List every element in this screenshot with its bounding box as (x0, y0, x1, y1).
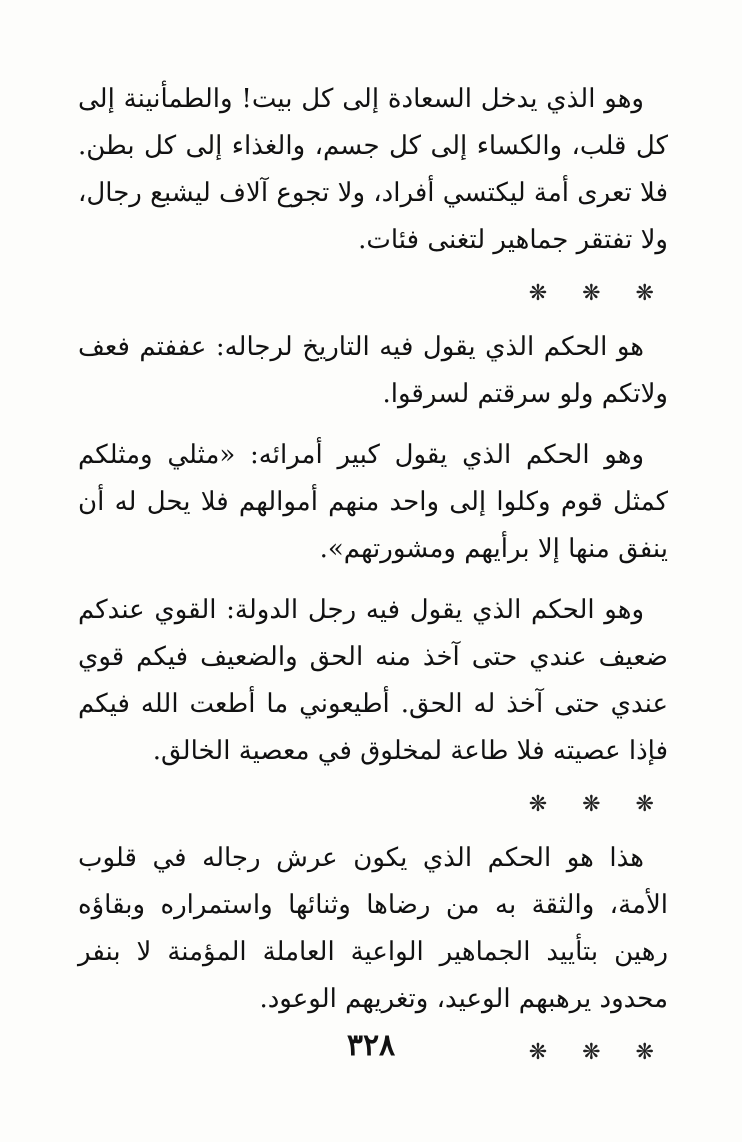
paragraph-text: وهو الحكم الذي يقول كبير أمرائه: «مثلي ومثلكم كمثل قوم وكلوا إلى واحد منهم أموالهم فلا يحل له أن ينفق منها إلا برأيهم ومشورتهم». (78, 440, 668, 564)
section-separator: ❋ ❋ ❋ (528, 792, 668, 817)
paragraph (78, 835, 668, 1023)
paragraph (78, 432, 668, 573)
page-body (78, 76, 668, 1083)
section-separator: ❋ ❋ ❋ (528, 1040, 668, 1065)
paragraph-text: وهو الذي يدخل السعادة إلى كل بيت! والطمأنينة إلى كل قلب، والكساء إلى كل جسم، والغذاء إلى كل بطن. فلا تعرى أمة ليكتسي أفراد، ولا تجوع آلاف ليشبع رجال، ولا تفتقر جماهير لتغنى فئات. (78, 84, 668, 255)
page-number: ٣٢٨ (346, 1028, 396, 1063)
paragraph (78, 324, 668, 418)
paragraph-text: وهو الحكم الذي يقول فيه رجل الدولة: القوي عندكم ضعيف عندي حتى آخذ منه الحق والضعيف فيكم قوي عندي حتى آخذ له الحق. أطيعوني ما أطعت الله فيكم فإذا عصيته فلا طاعة لمخلوق في معصية الخالق. (78, 595, 668, 766)
paragraph-text: هو الحكم الذي يقول فيه التاريخ لرجاله: عففتم فعف ولاتكم ولو سرقتم لسرقوا. (78, 332, 668, 409)
paragraph (78, 76, 668, 264)
paragraph (78, 587, 668, 775)
section-separator: ❋ ❋ ❋ (528, 281, 668, 306)
paragraph-text: هذا هو الحكم الذي يكون عرش رجاله في قلوب الأمة، والثقة به من رضاها وثنائها واستمراره وبقاؤه رهين بتأييد الجماهير الواعية العاملة المؤمنة لا بنفر محدود يرهبهم الوعيد، وتغريهم الوعود. (78, 843, 668, 1014)
